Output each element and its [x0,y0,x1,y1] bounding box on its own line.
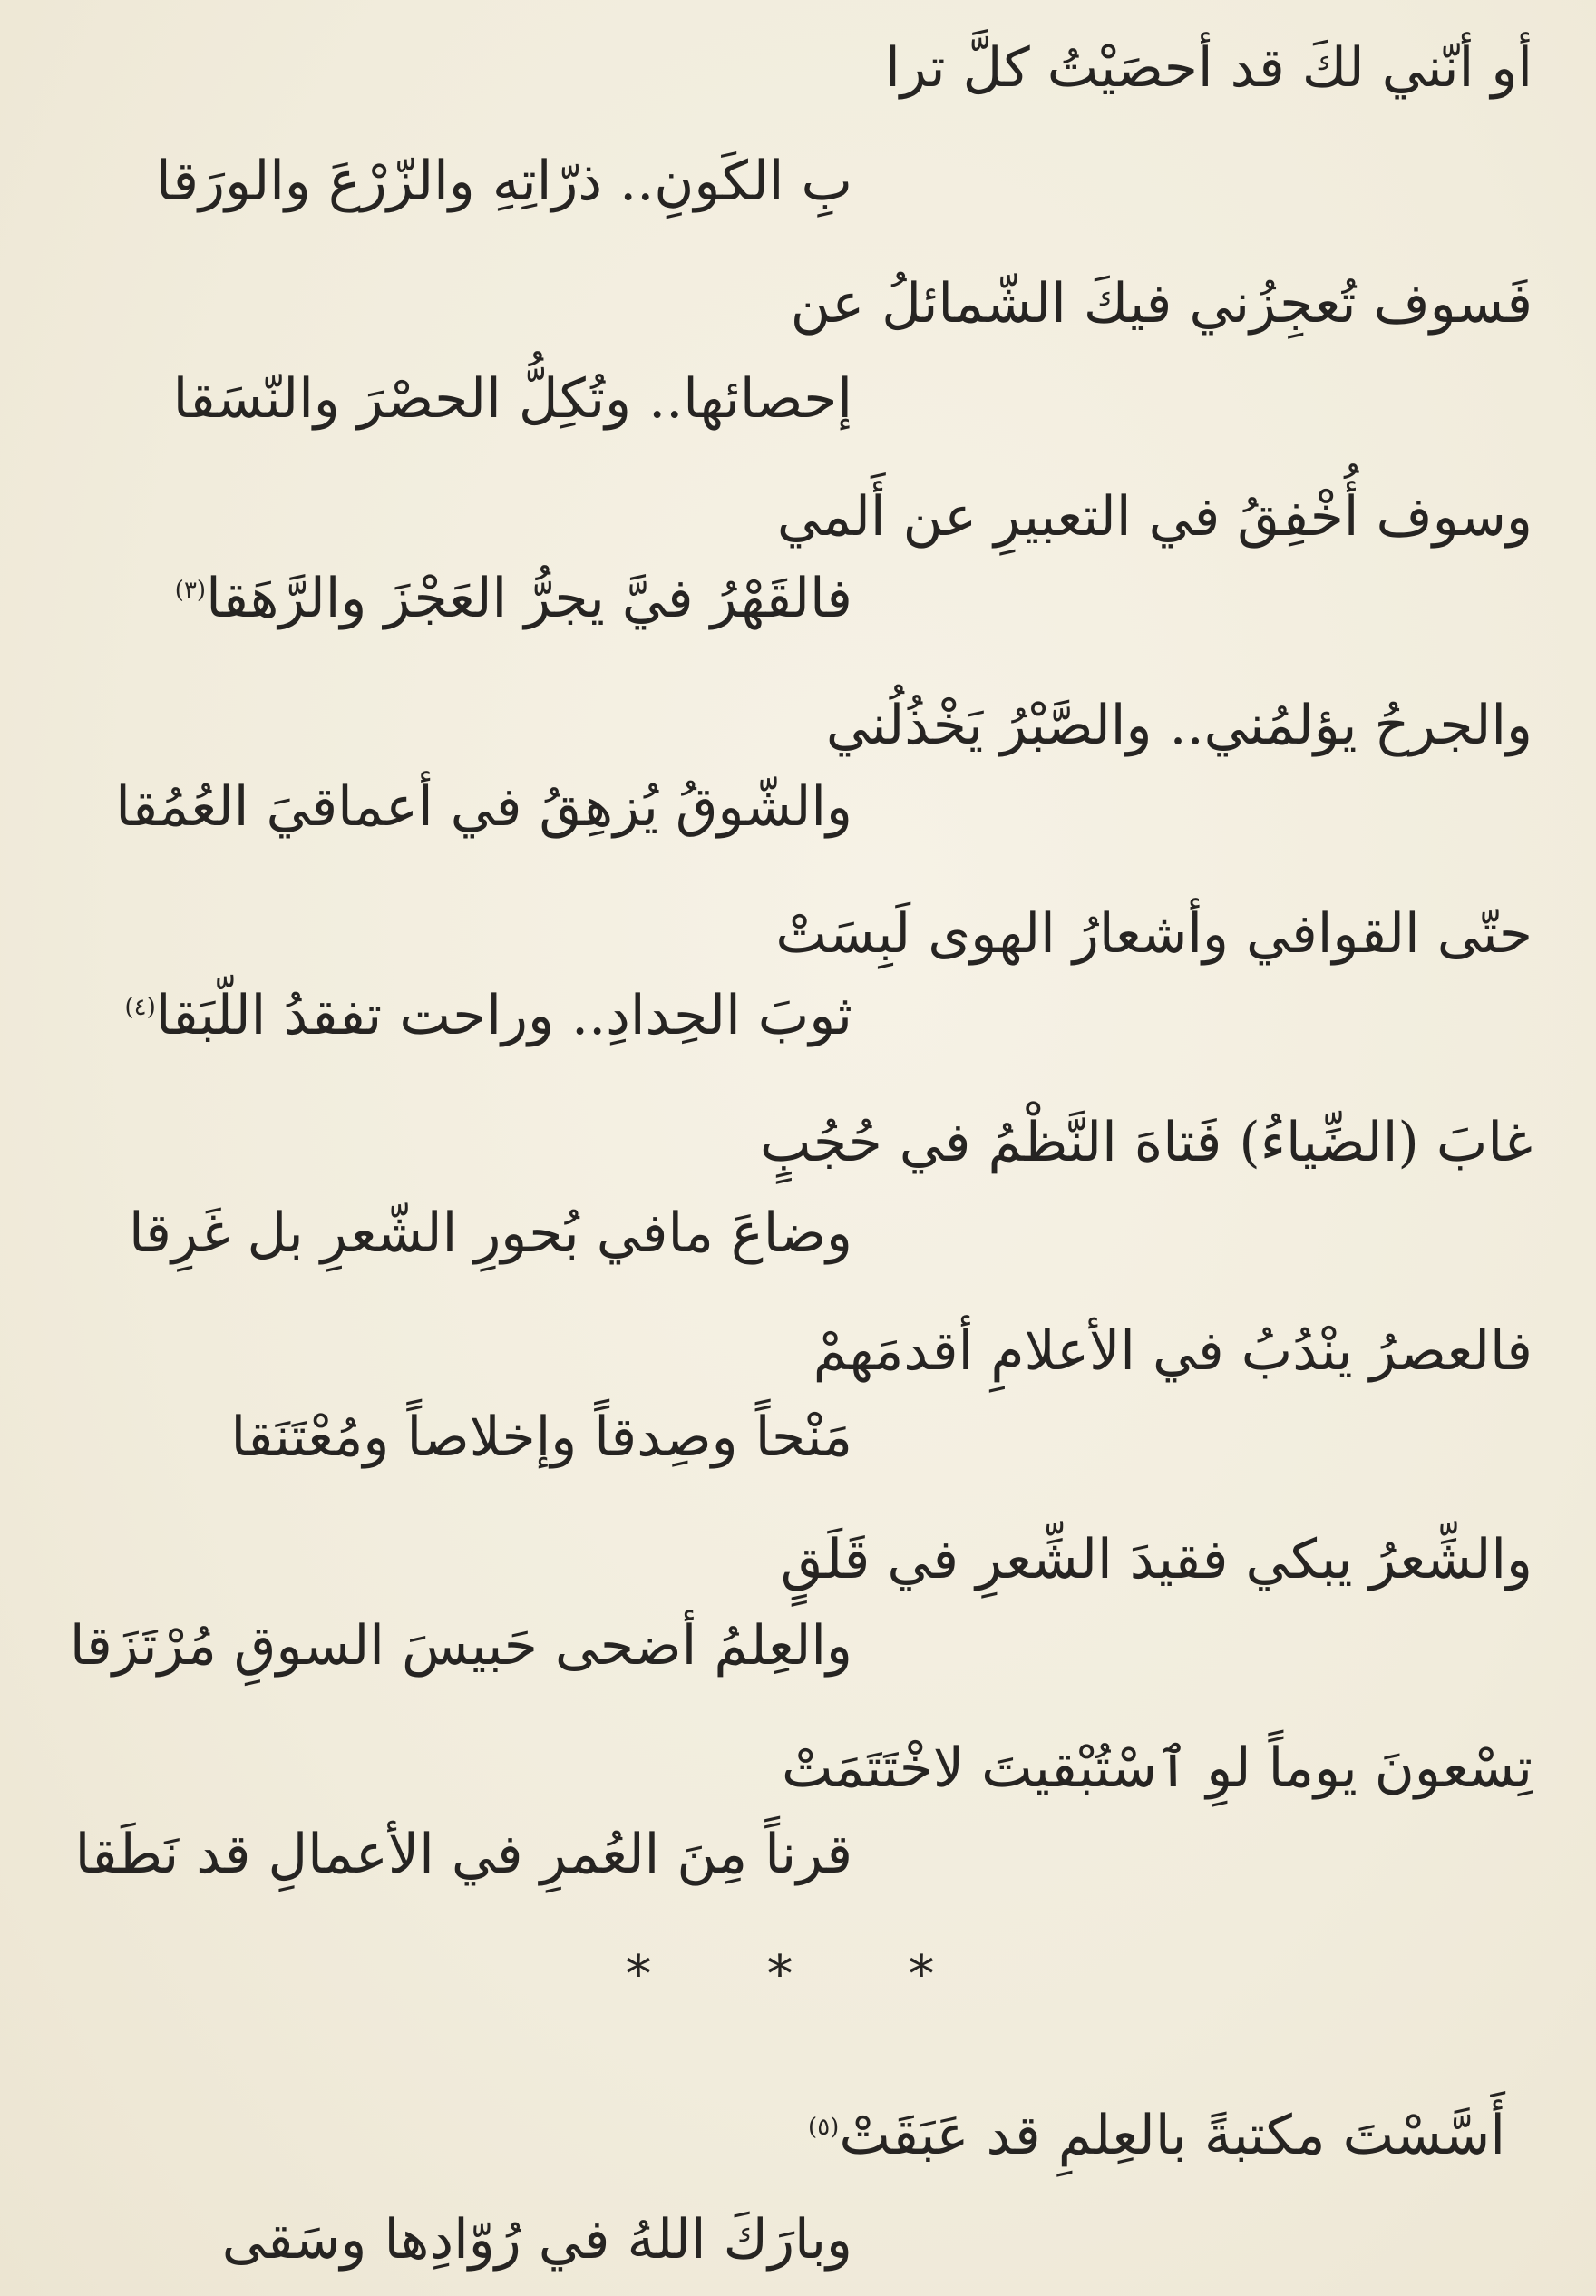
footnote-marker: (٥) [808,2114,840,2141]
verse-line: وسوف أُخْفِقُ في التعبيرِ عن أَلمي [776,485,1533,549]
verse-line: إحصائها.. وتُكِلُّ الحصْرَ والنّسَقا [172,367,852,431]
verse-line: والعِلمُ أضحى حَبيسَ السوقِ مُرْتَزَقا [69,1614,852,1678]
separator-star: * [909,1945,934,2004]
verse-line: والشّوقُ يُزهِقُ في أعماقيَ العُمُقا [115,775,852,839]
verse-line: مَنْحاً وصِدقاً وإخلاصاً ومُعْتَنَقا [230,1406,852,1469]
verse-line: فَسوف تُعجِزُني فيكَ الشّمائلُ عن [790,272,1533,336]
verse-line: ثوبَ الحِدادِ.. وراحت تفقدُ اللّبَقا$^{(٤)}$ [124,984,852,1047]
verse-line: والجرحُ يؤلمُني.. والصَّبْرُ يَخْذُلُني [825,694,1533,757]
verse-line: والشِّعرُ يبكي فقيدَ الشِّعرِ في قَلَقٍ [780,1528,1533,1591]
verse-line: بِ الكَونِ.. ذرّاتِهِ والزّرْعَ والورَقا [156,150,852,213]
verse-line: فالعصرُ ينْدُبُ في الأعلامِ أقدمَهمْ [813,1319,1533,1383]
verse-line: قرناً مِنَ العُمرِ في الأعمالِ قد نَطَقا [74,1823,852,1886]
verse-line: وضاعَ مافي بُحورِ الشّعرِ بل غَرِقا [129,1202,852,1265]
section-separator [626,1945,934,2004]
verse-line: غابَ (الضِّياءُ) فَتاهَ النَّظْمُ في حُجُبٍ [759,1111,1533,1174]
footnote-marker: (٣) [174,577,207,604]
verse-line: وبارَكَ اللهُ في رُوّادِها وسَقى [221,2208,852,2272]
verse-line: أو أنّني لكَ قد أحصَيْتُ كلَّ ترا [885,36,1533,100]
verse-line: تِسْعونَ يوماً لوِ ٱسْتُبْقيتَ لاخْتَتَمَتْ [781,1737,1533,1800]
footnote-marker: (٤) [124,994,156,1021]
verse-line: حتّى القوافي وأشعارُ الهوى لَبِسَتْ [775,902,1533,966]
separator-star: * [626,1945,651,2004]
verse-line: أَسَّسْتَ مكتبةً بالعِلمِ قد عَبَقَتْ$^{(٥)}$ [808,2104,1505,2167]
verse-line: فالقَهْرُ فيَّ يجرُّ العَجْزَ والرَّهَقا$^{(٣)}$ [174,567,852,630]
separator-star: * [767,1945,793,2004]
